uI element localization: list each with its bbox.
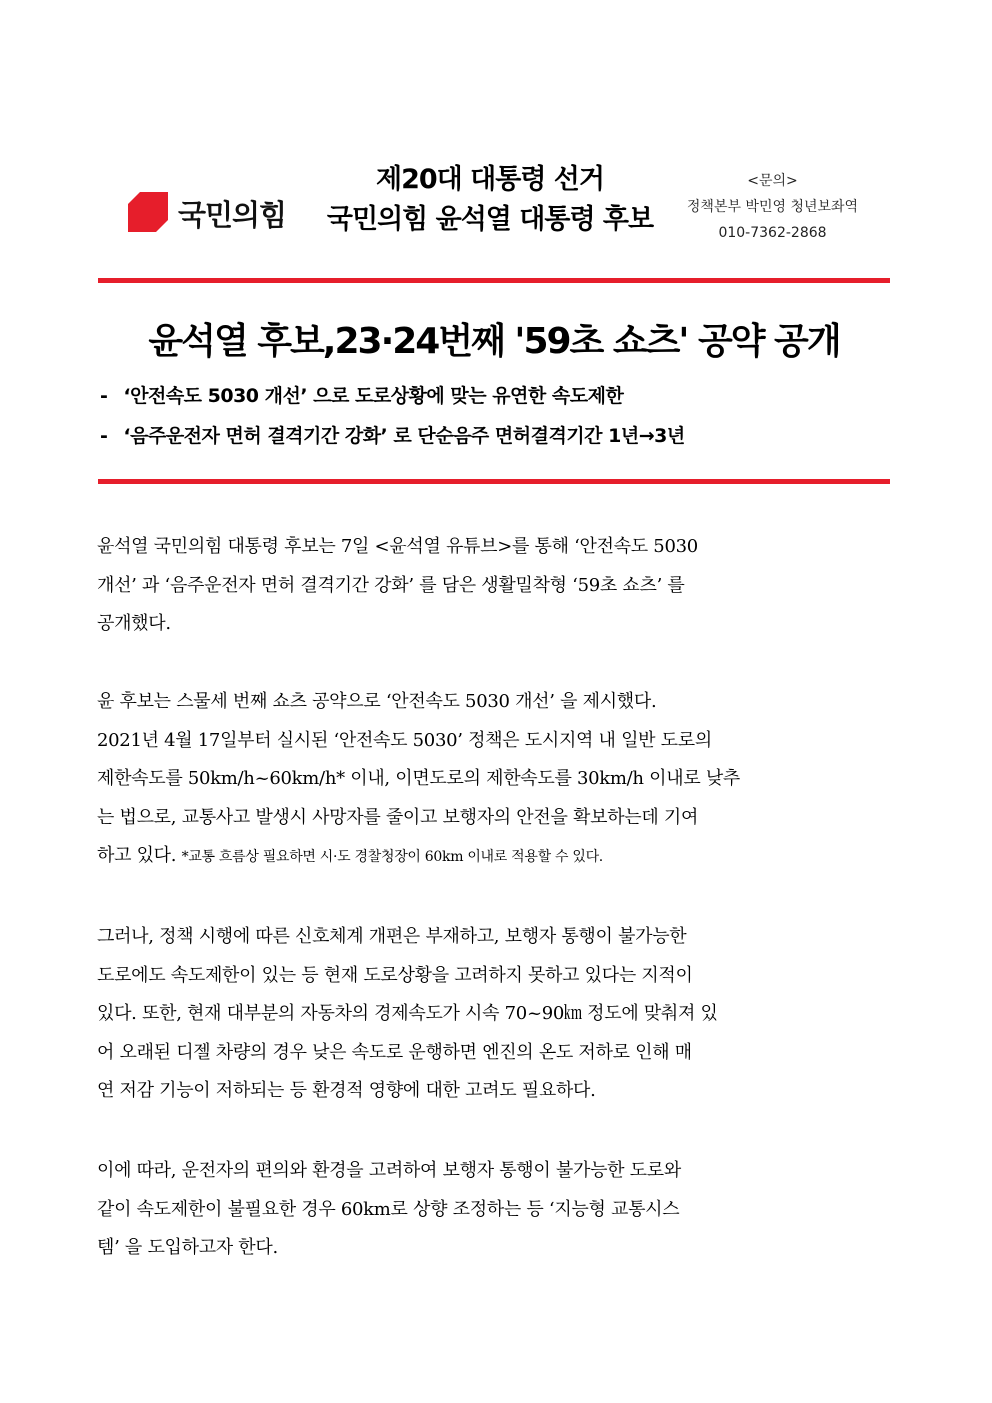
paragraph-2 bbox=[97, 683, 897, 876]
paragraph-line: 있다. 또한, 현재 대부분의 자동차의 경제속도가 시속 70~90㎞ 정도에 맞춰져 있 bbox=[97, 1003, 718, 1024]
paragraph-line: 도로에도 속도제한이 있는 등 현재 도로상황을 고려하지 못하고 있다는 지적이 bbox=[97, 964, 693, 986]
paragraph-line: 템’ 을 도입하고자 한다. bbox=[97, 1237, 278, 1258]
party-logo-mark bbox=[126, 190, 170, 234]
paragraph-line: 2021년 4월 17일부터 실시된 ‘안전속도 5030’ 정책은 도시지역 내 일반 도로의 bbox=[97, 729, 712, 751]
paragraph-line: 윤 후보는 스물세 번째 쇼츠 공약으로 ‘안전속도 5030 개선’ 을 제시했다. bbox=[97, 691, 657, 712]
bottom-divider bbox=[98, 479, 890, 484]
contact-info bbox=[655, 168, 890, 246]
paragraph-line-with-note bbox=[97, 837, 897, 876]
election-title: 제20대 대통령 선거 bbox=[376, 164, 604, 195]
paragraph-line: 제한속도를 50km/h~60km/h* 이내, 이면도로의 제한속도를 30km/h 이내로 낮추 bbox=[97, 768, 741, 789]
paragraph-line: 이에 따라, 운전자의 편의와 환경을 고려하여 보행자 통행이 불가능한 도로와 bbox=[97, 1160, 681, 1181]
subtitle-dash: - bbox=[100, 425, 108, 447]
paragraph-line: 개선’ 과 ‘음주운전자 면허 결격기간 강화’ 를 담은 생활밀착형 ‘59초 쇼츠’ 를 bbox=[97, 574, 685, 596]
candidate-title: 국민의힘 윤석열 대통령 후보 bbox=[326, 204, 654, 235]
paragraph-1 bbox=[97, 528, 897, 644]
contact-label: <문의> bbox=[747, 173, 798, 189]
footnote: *교통 흐름상 필요하면 시·도 경찰청장이 60km 이내로 적용할 수 있다. bbox=[181, 849, 603, 865]
paragraph-line: 윤석열 국민의힘 대통령 후보는 7일 <윤석열 유튜브>를 통해 ‘안전속도 5030 bbox=[97, 536, 698, 557]
subtitle-text: ‘안전속도 5030 개선’ 으로 도로상황에 맞는 유연한 속도제한 bbox=[123, 385, 624, 407]
subtitle-2 bbox=[100, 421, 685, 448]
paragraph-line: 그러나, 정책 시행에 따른 신호체계 개편은 부재하고, 보행자 통행이 불가능한 bbox=[97, 926, 687, 947]
paragraph-line: 는 법으로, 교통사고 발생시 사망자를 줄이고 보행자의 안전을 확보하는데 기여 bbox=[97, 806, 699, 828]
election-title-block bbox=[320, 160, 660, 240]
paragraph-3 bbox=[97, 918, 897, 1111]
paragraph-line: 공개했다. bbox=[97, 613, 171, 634]
contact-phone: 010-7362-2868 bbox=[718, 225, 827, 241]
paragraph-4 bbox=[97, 1152, 897, 1268]
paragraph-line: 어 오래된 디젤 차량의 경우 낮은 속도로 운행하면 엔진의 온도 저하로 인해 매 bbox=[97, 1041, 692, 1063]
paragraph-text: 하고 있다. bbox=[97, 845, 177, 866]
paragraph-line: 같이 속도제한이 불필요한 경우 60km로 상향 조정하는 등 ‘지능형 교통시스 bbox=[97, 1198, 680, 1220]
subtitle-1 bbox=[100, 381, 623, 408]
party-name: 국민의힘 bbox=[178, 198, 287, 232]
paragraph-line: 연 저감 기능이 저하되는 등 환경적 영향에 대한 고려도 필요하다. bbox=[97, 1080, 596, 1101]
headline: 윤석열 후보,23·24번째 '59초 쇼츠' 공약 공개 bbox=[148, 321, 840, 362]
party-logo bbox=[126, 187, 316, 237]
subtitle-text: ‘음주운전자 면허 결격기간 강화’ 로 단순음주 면허결격기간 1년→3년 bbox=[123, 425, 685, 447]
top-divider bbox=[98, 278, 890, 283]
subtitle-dash: - bbox=[100, 385, 108, 407]
contact-person: 정책본부 박민영 청년보좌역 bbox=[686, 199, 859, 215]
